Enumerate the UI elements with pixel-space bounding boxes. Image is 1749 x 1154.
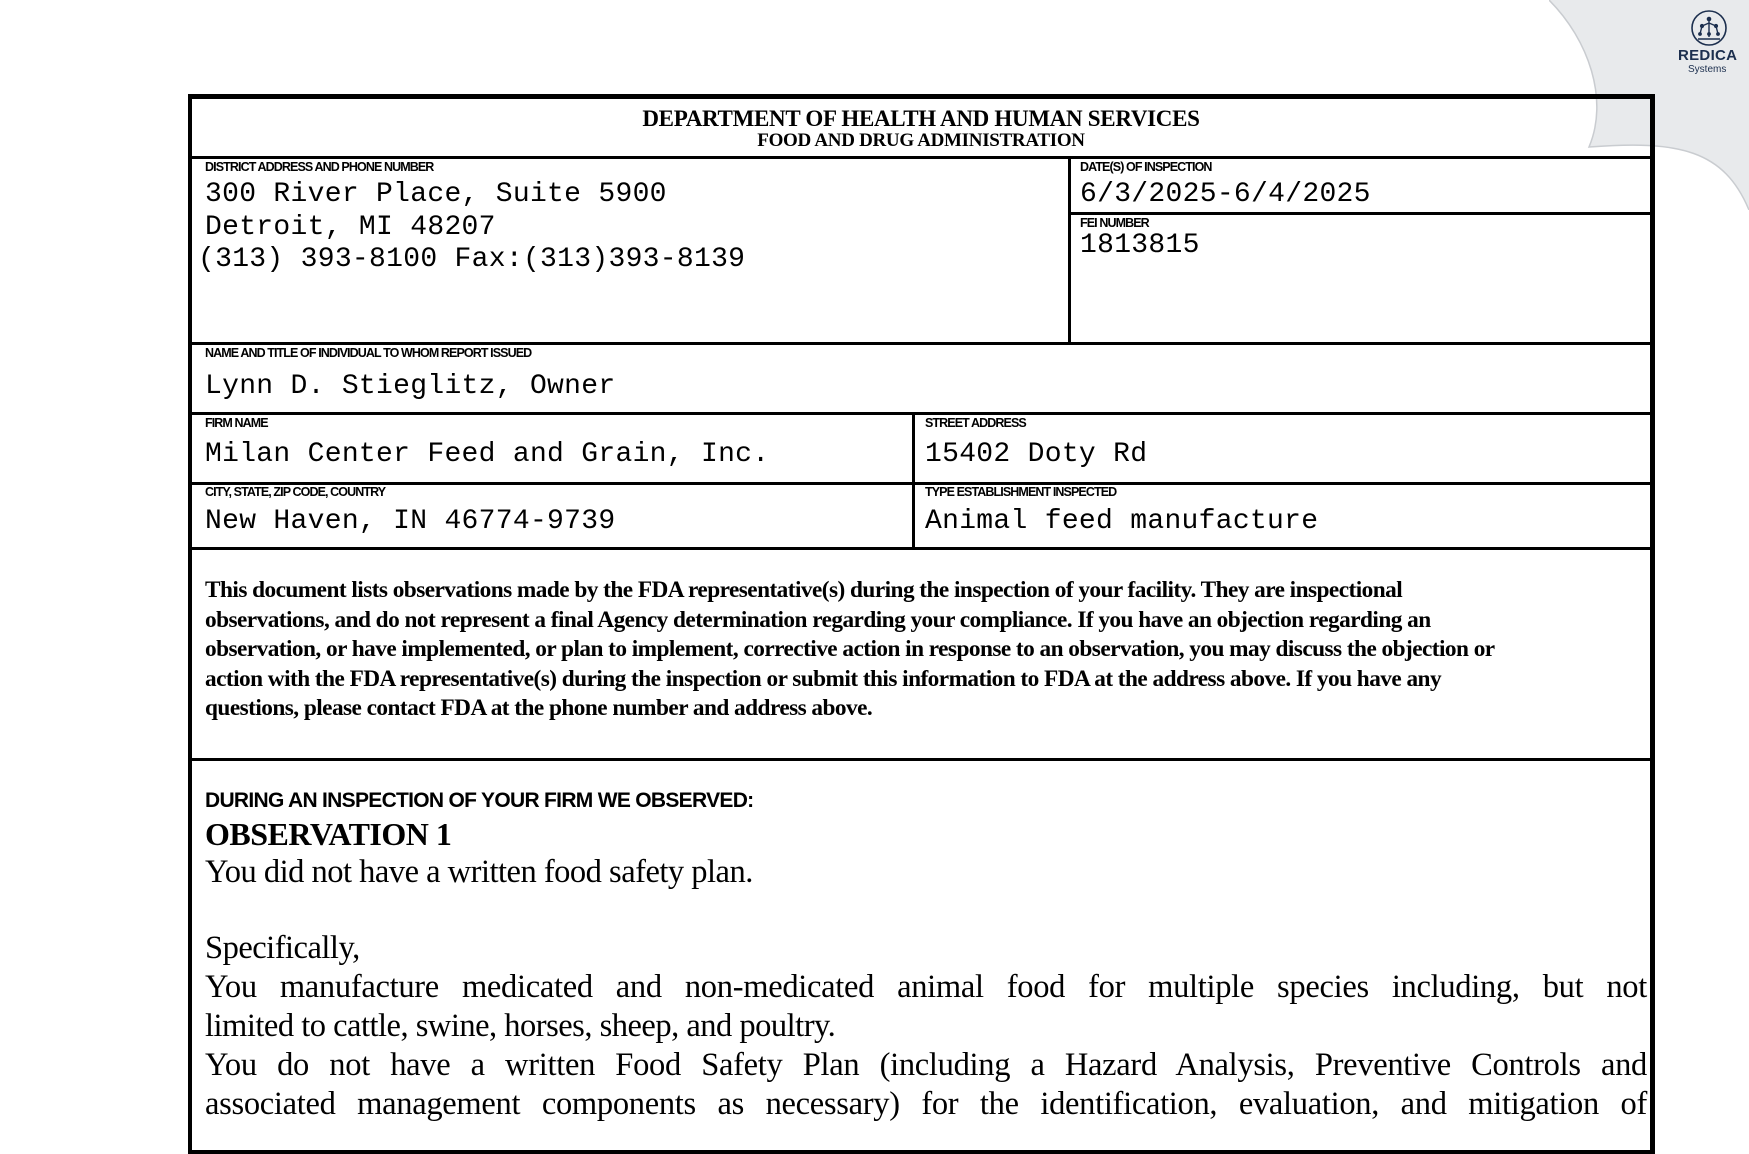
logo-subtitle: Systems [1688, 64, 1727, 75]
observations-heading: DURING AN INSPECTION OF YOUR FIRM WE OBSERVED: [205, 789, 754, 812]
observation-specifically: Specifically, [205, 930, 360, 966]
divider [192, 342, 1650, 345]
network-tree-icon [1690, 9, 1728, 47]
establishment-label: TYPE ESTABLISHMENT INSPECTED [925, 485, 1117, 499]
district-line2: Detroit, MI 48207 [205, 212, 496, 243]
city-label: CITY, STATE, ZIP CODE, COUNTRY [205, 485, 386, 499]
observation-summary: You did not have a written food safety plan. [205, 854, 753, 890]
observation-body-line: associated management components as necessary) for the identification, evaluation, and mitigation of [205, 1086, 1647, 1122]
divider [1068, 212, 1650, 215]
notice-line: observation, or have implemented, or plan to implement, corrective action in response to an observation, you may discuss the objection or [205, 636, 1495, 662]
firm-label: FIRM NAME [205, 416, 268, 430]
divider [1068, 156, 1071, 342]
notice-paragraph [205, 576, 1645, 724]
logo-name: REDICA [1678, 47, 1738, 64]
dates-value: 6/3/2025-6/4/2025 [1080, 179, 1371, 210]
recipient-label: NAME AND TITLE OF INDIVIDUAL TO WHOM REPORT ISSUED [205, 346, 532, 360]
district-line1: 300 River Place, Suite 5900 [205, 179, 667, 210]
dates-label: DATE(S) OF INSPECTION [1080, 160, 1212, 174]
observation-body-line: limited to cattle, swine, horses, sheep, and poultry. [205, 1008, 836, 1044]
observation-body-line: You manufacture medicated and non-medicated animal food for multiple species including, but not [205, 969, 1647, 1005]
district-label: DISTRICT ADDRESS AND PHONE NUMBER [205, 160, 434, 174]
notice-line: This document lists observations made by the FDA representative(s) during the inspection of your facility. They are inspectional [205, 577, 1403, 603]
divider [192, 547, 1650, 550]
form-header [192, 98, 1650, 159]
street-value: 15402 Doty Rd [925, 439, 1148, 470]
establishment-value: Animal feed manufacture [925, 506, 1319, 537]
divider [912, 412, 915, 550]
fei-label: FEI NUMBER [1080, 216, 1149, 230]
divider [192, 412, 1650, 415]
recipient-value: Lynn D. Stieglitz, Owner [205, 371, 616, 402]
agency-title: DEPARTMENT OF HEALTH AND HUMAN SERVICES [642, 106, 1200, 131]
divider [192, 482, 1650, 485]
agency-subtitle: FOOD AND DRUG ADMINISTRATION [757, 130, 1085, 151]
form-483 [188, 94, 1655, 1154]
observation-title: OBSERVATION 1 [205, 816, 452, 852]
fei-value: 1813815 [1080, 230, 1200, 261]
notice-line: questions, please contact FDA at the phone number and address above. [205, 695, 873, 721]
notice-line: action with the FDA representative(s) during the inspection or submit this information to FDA at the address above. If you have any [205, 665, 1442, 692]
district-phone: (313) 393-8100 Fax:(313)393-8139 [198, 244, 746, 275]
observation-body-line: You do not have a written Food Safety Plan (including a Hazard Analysis, Preventive Controls and [205, 1047, 1647, 1083]
divider [192, 758, 1650, 761]
street-label: STREET ADDRESS [925, 416, 1026, 430]
city-value: New Haven, IN 46774-9739 [205, 506, 616, 537]
firm-value: Milan Center Feed and Grain, Inc. [205, 439, 770, 470]
notice-line: observations, and do not represent a final Agency determination regarding your compliance. If you have an objection regarding an [205, 606, 1431, 633]
